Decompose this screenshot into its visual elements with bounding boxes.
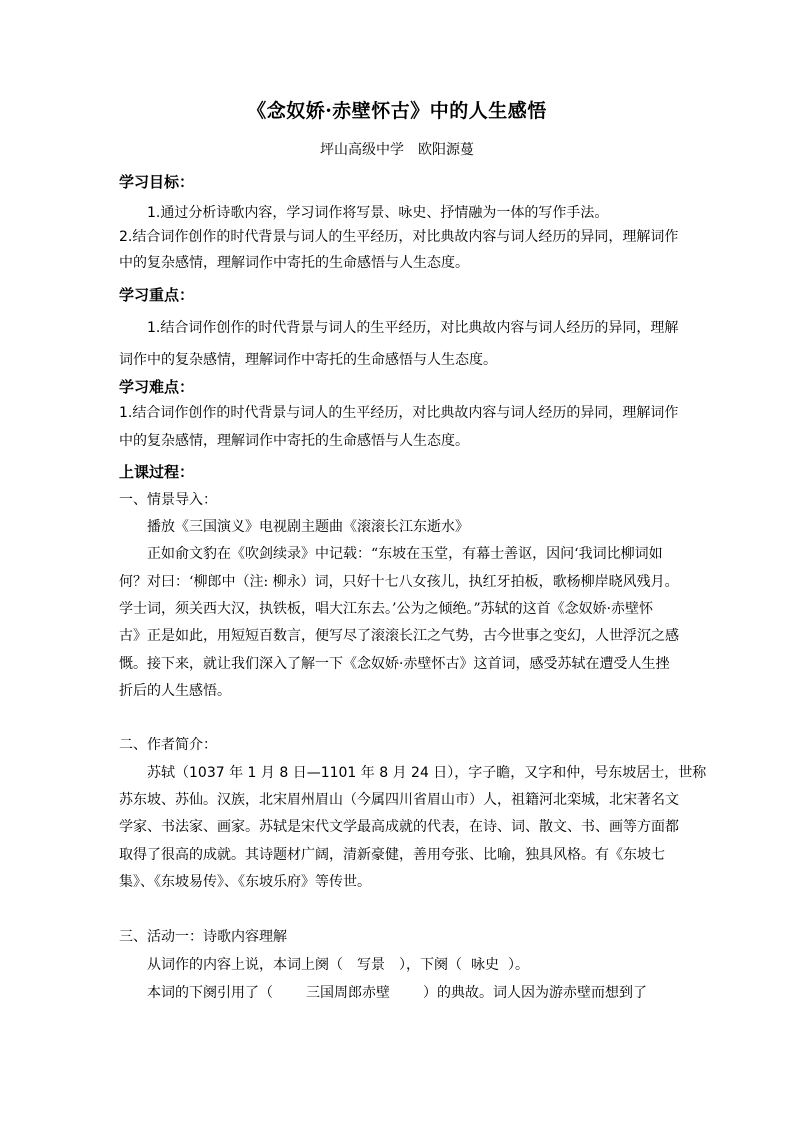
focus-heading: 学习重点：	[119, 286, 195, 304]
part1-para-line1: 正如俞文豹在《吹剑续录》中记载：“东坡在玉堂，有幕士善讴，因问‘我词比柳词如	[147, 546, 663, 562]
part3-line2-prefix: 本词的下阕引用了（	[147, 985, 273, 1001]
part2-para-line3: 学家、书法家、画家。苏轼是宋代文学最高成就的代表，在诗、词、散文、书、画等方面都	[119, 819, 679, 835]
difficulty-item-1-line2: 中的复杂感情，理解词作中寄托的生命感悟与人生态度。	[119, 433, 469, 449]
part3-line2-suffix: ）的典故。词人因为游赤壁而想到了	[423, 985, 647, 1001]
part1-play-line: 播放《三国演义》电视剧主题曲《滚滚长江东逝水》	[147, 519, 469, 535]
author-name: 欧阳源蔓	[418, 142, 474, 158]
part3-line1	[147, 955, 707, 976]
part3-line1-suffix: ）。	[508, 957, 529, 973]
author-line	[0, 139, 794, 159]
answer-allusion: 三国周郎赤壁	[306, 985, 390, 1001]
part1-para-line2: 何？对曰：‘柳郎中（注: 柳永）词，只好十七八女孩儿，执红牙拍板，歌杨柳岸晓风残月。	[119, 574, 679, 590]
part2-heading: 二、作者简介：	[119, 737, 217, 753]
focus-item-1-line2: 词作中的复杂感情，理解词作中寄托的生命感悟与人生态度。	[119, 352, 497, 368]
difficulty-item-1-line1: 1.结合词作创作的时代背景与词人的生平经历，对比典故内容与词人经历的异同，理解词作	[119, 405, 679, 421]
part1-heading: 一、情景导入：	[119, 492, 217, 508]
answer-upper-stanza: 写景	[357, 957, 385, 973]
school-name: 坪山高级中学	[320, 142, 404, 158]
focus-item-1-line1: 1.结合词作创作的时代背景与词人的生平经历，对比典故内容与词人经历的异同，理解	[147, 320, 679, 336]
part2-para-line1: 苏轼（1037 年 1 月 8 日—1101 年 8 月 24 日），字子瞻，又字和仲，号东坡居士，世称	[147, 765, 707, 781]
part3-line1-prefix: 从词作的内容上说，本词上阕（	[147, 957, 343, 973]
part2-para-line4: 取得了很高的成就。其诗题材广阔，清新豪健，善用夸张、比喻，独具风格。有《东坡七	[119, 847, 665, 863]
part3-line1-middle: ），下阕（	[399, 957, 462, 973]
part1-para-line5: 慨。接下来，就让我们深入了解一下《念奴娇·赤壁怀古》这首词，感受苏轼在遭受人生挫	[119, 656, 670, 672]
goal-item-2-line1: 2.结合词作创作的时代背景与词人的生平经历，对比典故内容与词人经历的异同，理解词作	[119, 229, 679, 245]
part3-line2	[147, 983, 707, 1004]
document-title: 《念奴娇·赤壁怀古》中的人生感悟	[247, 100, 547, 122]
part1-para-line4: 古》正是如此，用短短百数言，便写尽了滚滚长江之气势，古今世事之变幻，人世浮沉之感	[119, 628, 679, 644]
difficulty-heading: 学习难点：	[119, 378, 195, 396]
goals-heading: 学习目标：	[119, 173, 195, 191]
part1-para-line3: 学士词，须关西大汉，执铁板，唱大江东去。’公为之倾绝。”苏轼的这首《念奴娇·赤壁怀	[119, 601, 654, 617]
part3-heading: 三、活动一：诗歌内容理解	[119, 929, 287, 945]
goal-item-2-line2: 中的复杂感情，理解词作中寄托的生命感悟与人生态度。	[119, 255, 469, 271]
goal-item-1: 1.通过分析诗歌内容，学习词作将写景、咏史、抒情融为一体的写作手法。	[147, 205, 609, 221]
part1-para-line6: 折后的人生感悟。	[119, 683, 231, 699]
part2-para-line2: 苏东坡、苏仙。汉族，北宋眉州眉山（今属四川省眉山市）人，祖籍河北栾城，北宋著名文	[119, 792, 679, 808]
answer-lower-stanza: 咏史	[471, 957, 499, 973]
process-heading: 上课过程：	[119, 463, 195, 481]
part2-para-line5: 集》、《东坡易传》、《东坡乐府》等传世。	[119, 874, 371, 890]
